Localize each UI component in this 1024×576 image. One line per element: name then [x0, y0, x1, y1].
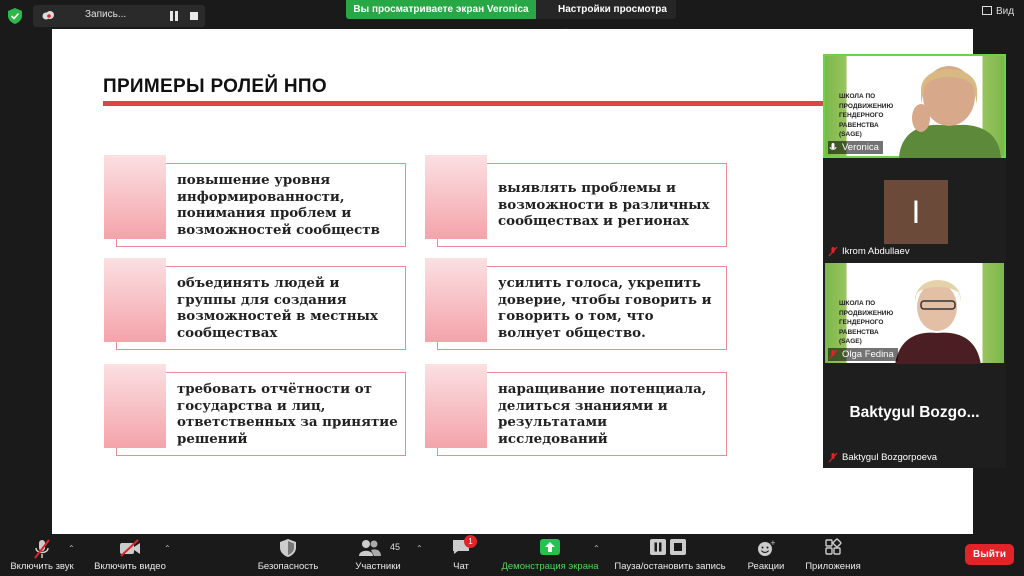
role-card [425, 258, 727, 350]
video-off-icon [119, 539, 141, 557]
participant-video [885, 263, 1005, 365]
chat-button[interactable] [441, 534, 481, 576]
role-card-text: наращивание потенциала, делиться знаниями и результатами исследований [498, 381, 707, 447]
apps-label: Приложения [805, 561, 861, 572]
role-card-text: усилить голоса, укрепить доверие, чтобы говорить и говорить о том, что волнует общество. [498, 275, 712, 341]
role-card [104, 364, 406, 456]
recording-cloud-icon [41, 10, 55, 22]
start-video-label: Включить видео [94, 561, 166, 572]
share-screen-icon [540, 539, 560, 555]
pause-stop-recording-label: Пауза/остановить запись [614, 561, 726, 572]
mic-icon [829, 143, 837, 152]
background-text: ШКОЛА ПО ПРОДВИЖЕНИЮ ГЕНДЕРНОГО РАВЕНСТВА (SAGE) [839, 93, 894, 138]
mic-muted-icon [829, 453, 837, 462]
svg-text:+: + [770, 539, 776, 547]
recording-label: Запись... [85, 9, 127, 20]
participant-tile-ikrom[interactable] [823, 158, 1006, 262]
unmute-label: Включить звук [10, 561, 74, 572]
participant-name: Ikrom Abdullaev [842, 246, 910, 257]
shield-icon[interactable] [8, 8, 22, 24]
role-card [104, 155, 406, 247]
share-screen-label: Демонстрация экрана [501, 561, 599, 572]
participants-count: 45 [390, 542, 401, 552]
participants-options-chevron-icon[interactable]: ⌃ [416, 544, 423, 553]
background-text: ШКОЛА ПО ПРОДВИЖЕНИЮ ГЕНДЕРНОГО РАВЕНСТВА (SAGE) [839, 300, 894, 345]
participant-name: Veronica [828, 141, 883, 154]
avatar: I [884, 180, 948, 244]
participant-display-name: Baktygul Bozgo... [849, 404, 980, 421]
mic-muted-icon [34, 539, 50, 559]
security-label: Безопасность [257, 561, 319, 572]
reactions-button[interactable] [740, 534, 792, 576]
participant-tile-baktygul[interactable] [823, 364, 1006, 468]
security-button[interactable] [252, 534, 324, 576]
role-card-text: повышение уровня информированности, понимания проблем и возможностей сообществ [177, 172, 380, 238]
chat-label: Чат [453, 561, 469, 572]
role-card-text: объединять людей и группы для создания возможностей в местных сообществах [177, 275, 378, 341]
role-card-text: требовать отчётности от государства и лиц, ответственных за принятие решений [177, 381, 398, 447]
mic-muted-icon [829, 247, 837, 256]
sharing-banner: Вы просматриваете экран Veronica [346, 0, 536, 19]
mic-muted-icon [829, 350, 837, 359]
stop-recording-icon[interactable] [190, 12, 198, 20]
audio-options-chevron-icon[interactable]: ⌃ [68, 544, 75, 553]
role-card-text: выявлять проблемы и возможности в различных сообществах и регионах [498, 180, 710, 230]
share-screen-button[interactable] [498, 534, 602, 576]
role-card [425, 155, 727, 247]
participants-label: Участники [355, 561, 401, 572]
participant-tile-olga[interactable] [823, 261, 1006, 365]
top-bar [0, 0, 1024, 30]
video-options-chevron-icon[interactable]: ⌃ [164, 544, 171, 553]
unmute-button[interactable] [4, 534, 80, 576]
smiley-icon [757, 539, 775, 557]
view-label: Вид [996, 6, 1015, 17]
reactions-label: Реакции [747, 561, 785, 572]
shield-icon [280, 539, 296, 557]
participant-video [877, 56, 1007, 158]
recording-indicator[interactable] [33, 5, 205, 27]
leave-meeting-button[interactable]: Выйти [965, 544, 1014, 565]
pause-stop-recording-button[interactable] [610, 534, 730, 576]
view-button[interactable] [982, 6, 1014, 17]
apps-button[interactable] [800, 534, 866, 576]
role-card [104, 258, 406, 350]
participant-name: Baktygul Bozgorpoeva [842, 452, 938, 463]
participants-button[interactable] [348, 534, 408, 576]
pause-stop-icon [650, 539, 690, 555]
apps-icon [825, 539, 841, 555]
view-options-button[interactable] [536, 0, 676, 19]
view-options-label: Настройки просмотра [558, 4, 667, 15]
share-options-chevron-icon[interactable]: ⌃ [593, 544, 600, 553]
role-card [425, 364, 727, 456]
participant-tile-veronica[interactable] [823, 54, 1006, 158]
chat-unread-badge: 1 [464, 535, 477, 548]
participant-name: Olga Fedina [828, 348, 898, 361]
meeting-toolbar [0, 534, 1024, 576]
participants-icon [359, 539, 381, 557]
slide-title: ПРИМЕРЫ РОЛЕЙ НПО [103, 76, 327, 97]
grid-view-icon [982, 6, 992, 15]
start-video-button[interactable] [90, 534, 170, 576]
pause-recording-icon[interactable] [169, 11, 179, 21]
